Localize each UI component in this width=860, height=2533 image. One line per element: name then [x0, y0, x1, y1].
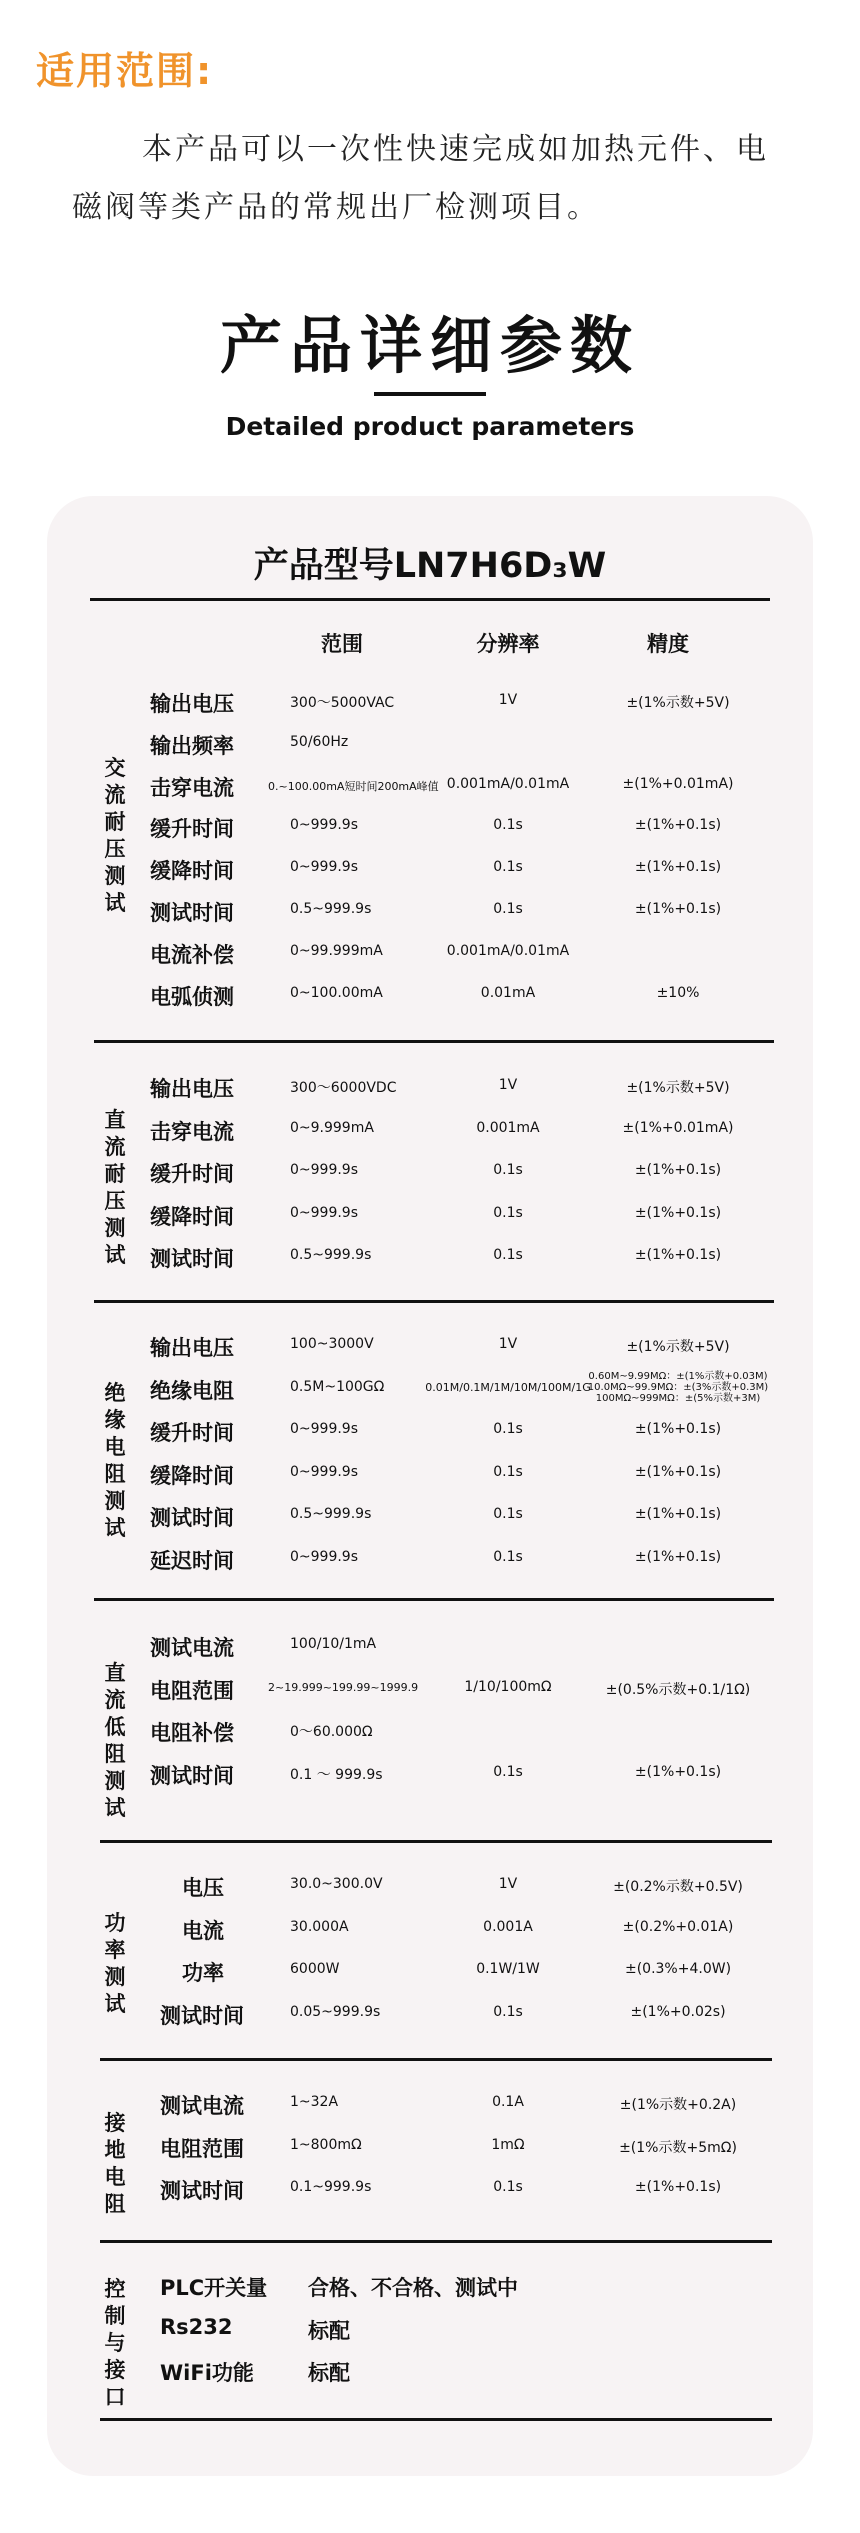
table-row [0, 1417, 860, 1457]
row-range: 0.5~999.9s [290, 1506, 372, 1522]
row-label: 输出电压 [150, 1077, 234, 1101]
table-row [0, 2272, 860, 2312]
row-range: 0~999.9s [290, 1204, 359, 1221]
row-range: 0.1~999.9s [290, 2179, 372, 2195]
row-accuracy: ±(1%+0.1s) [634, 817, 722, 834]
row-label: 电阻范围 [160, 2136, 244, 2161]
title-underline [374, 392, 486, 396]
page-subtitle: Detailed product parameters [225, 412, 635, 441]
row-range: 300～6000VDC [290, 1080, 397, 1096]
row-resolution: 1V [498, 1077, 518, 1093]
row-range: 0.~100.00mA短时间200mA峰值 [268, 779, 439, 793]
table-row [0, 772, 860, 812]
row-resolution: 0.1s [493, 1506, 523, 1522]
row-range: 0~9.999mA [290, 1119, 374, 1136]
table-row [0, 813, 860, 853]
row-resolution: 0.1s [493, 2003, 523, 2020]
row-label: 测试时间 [150, 1247, 234, 1271]
row-accuracy: ±(1%+0.1s) [634, 859, 722, 876]
row-resolution: 1V [498, 1336, 518, 1352]
table-row [0, 688, 860, 728]
row-range: 0~999.9s [290, 859, 359, 876]
table-row [0, 1915, 860, 1955]
row-label: 测试时间 [150, 901, 234, 925]
row-label: 电阻范围 [150, 1678, 234, 1703]
table-row [0, 1116, 860, 1156]
row-accuracy: ±(0.2%示数+0.5V) [613, 1879, 743, 1895]
section-divider [94, 1040, 774, 1043]
header-resolution: 分辨率 [476, 632, 540, 656]
table-row [0, 2000, 860, 2040]
row-accuracy [578, 1371, 778, 1404]
row-accuracy: ±(1%+0.1s) [634, 1162, 722, 1178]
row-accuracy: ±(1%+0.1s) [634, 1247, 722, 1263]
section-category: 控制与接口 [104, 2277, 126, 2409]
table-row [0, 939, 860, 979]
row-label: WiFi功能 [160, 2361, 254, 2385]
row-range: 0~100.00mA [290, 984, 383, 1001]
row-range: 0~99.999mA [290, 942, 383, 959]
header-accuracy: 精度 [647, 632, 689, 656]
row-resolution: 0.1s [493, 1162, 523, 1178]
table-row [0, 2090, 860, 2130]
row-accuracy: ±(1%+0.1s) [634, 1548, 722, 1565]
table-row [0, 2133, 860, 2173]
section-category: 交流耐压测试 [104, 756, 126, 915]
page-title: 产品详细参数 [219, 309, 640, 382]
row-accuracy: ±(1%+0.1s) [634, 1204, 722, 1221]
table-row [0, 1717, 860, 1757]
row-resolution: 0.001mA/0.01mA [446, 942, 570, 959]
row-label: 功率 [182, 1961, 224, 1985]
model-title: 产品型号LN7H6D₃W [253, 546, 607, 586]
row-accuracy: ±(1%+0.1s) [634, 1463, 722, 1480]
row-range: 0.05~999.9s [290, 2003, 381, 2020]
row-label: 电流 [182, 1918, 224, 1943]
row-label: Rs232 [160, 2314, 233, 2339]
row-range: 0.5M~100GΩ [290, 1378, 385, 1395]
table-row [0, 1502, 860, 1542]
row-accuracy: ±(1%+0.1s) [634, 1421, 722, 1437]
table-row [0, 1201, 860, 1241]
row-label: 测试时间 [160, 2179, 244, 2203]
accuracy-line: 0.60M~9.99MΩ：±(1%示数+0.03M) [588, 1370, 768, 1382]
section-category: 功率测试 [104, 1911, 126, 2016]
row-accuracy: ±(0.2%+0.01A) [622, 1918, 734, 1935]
section-divider [94, 1598, 774, 1601]
accuracy-line: 100MΩ~999MΩ：±(5%示数+3M) [595, 1392, 761, 1404]
row-range: 100~3000V [290, 1336, 374, 1352]
row-value: 合格、不合格、测试中 [308, 2276, 518, 2300]
row-accuracy: ±(1%+0.1s) [634, 1506, 722, 1522]
row-accuracy: ±(1%+0.1s) [634, 2179, 722, 2195]
section-divider [100, 2240, 772, 2243]
row-label: 缓升时间 [150, 1162, 234, 1186]
row-accuracy: ±(1%示数+5V) [626, 1080, 730, 1096]
section-category: 直流耐压测试 [104, 1108, 126, 1267]
row-label: 电阻补偿 [150, 1721, 234, 1745]
row-accuracy: ±(1%示数+0.2A) [619, 2097, 737, 2113]
table-row [0, 1370, 860, 1415]
row-resolution: 0.1A [492, 2094, 524, 2110]
row-range: 30.0~300.0V [290, 1876, 383, 1892]
row-resolution: 1V [498, 692, 518, 708]
row-range: 1~800mΩ [290, 2136, 362, 2153]
row-accuracy: ±(0.3%+4.0W) [624, 1961, 732, 1977]
row-accuracy: ±(0.5%示数+0.1/1Ω) [605, 1681, 751, 1698]
scope-line-1: 本产品可以一次性快速完成如加热元件、电 [142, 132, 769, 167]
table-row [0, 855, 860, 895]
row-resolution: 0.01mA [480, 984, 536, 1001]
model-divider [90, 598, 770, 601]
table-row [0, 1073, 860, 1113]
row-accuracy: ±(1%+0.01mA) [622, 775, 734, 792]
row-range: 2~19.999~199.99~1999.9 [268, 1680, 419, 1694]
row-resolution: 0.1s [493, 1421, 523, 1437]
table-row [0, 730, 860, 770]
row-resolution: 0.1s [493, 1763, 523, 1780]
row-label: 缓升时间 [150, 1421, 234, 1445]
row-label: 测试时间 [150, 1506, 234, 1530]
table-row [0, 1243, 860, 1283]
row-range: 0～60.000Ω [290, 1724, 373, 1740]
row-range: 0~999.9s [290, 1421, 359, 1437]
row-accuracy: ±(1%示数+5mΩ) [619, 2139, 737, 2156]
row-range: 30.000A [290, 1918, 349, 1935]
row-range: 0~999.9s [290, 1548, 359, 1565]
row-resolution: 0.001mA/0.01mA [446, 775, 570, 792]
row-range: 0~999.9s [290, 1463, 359, 1480]
row-label: 绝缘电阻 [150, 1378, 234, 1403]
scope-line-2: 磁阀等类产品的常规出厂检测项目。 [72, 190, 600, 225]
row-label: 缓降时间 [150, 1463, 234, 1488]
table-row [0, 1158, 860, 1198]
row-label: 缓升时间 [150, 817, 234, 842]
row-label: 输出电压 [150, 1336, 234, 1360]
row-range: 0~999.9s [290, 1162, 359, 1178]
row-value: 标配 [308, 2318, 350, 2343]
header-range: 范围 [321, 632, 363, 656]
row-resolution: 0.001mA [476, 1119, 540, 1136]
row-label: 测试电流 [150, 1636, 234, 1660]
row-resolution: 0.1W/1W [476, 1961, 540, 1977]
table-row [0, 2175, 860, 2215]
row-label: 测试时间 [150, 1763, 234, 1788]
row-label: 测试时间 [160, 2003, 244, 2028]
row-resolution: 0.1s [493, 2179, 523, 2195]
row-resolution: 0.01M/0.1M/1M/10M/100M/1G [425, 1380, 591, 1394]
row-resolution: 1/10/100mΩ [464, 1678, 552, 1695]
scope-title: 适用范围: [36, 49, 214, 93]
table-row [0, 1675, 860, 1715]
row-label: 击穿电流 [150, 775, 234, 800]
row-resolution: 0.1s [493, 1548, 523, 1565]
section-divider [100, 1840, 772, 1843]
section-category: 绝缘电阻测试 [104, 1381, 126, 1540]
row-range: 1~32A [290, 2094, 339, 2110]
section-category: 直流低阻测试 [104, 1661, 126, 1820]
row-label: 电弧侦测 [150, 984, 234, 1009]
table-row [0, 1872, 860, 1912]
row-range: 300～5000VAC [290, 695, 395, 711]
row-label: 击穿电流 [150, 1119, 234, 1144]
row-label: 缓降时间 [150, 859, 234, 884]
table-row [0, 1760, 860, 1800]
table-row [0, 2315, 860, 2355]
row-label: 电压 [182, 1876, 224, 1900]
table-row [0, 1632, 860, 1672]
table-row [0, 2357, 860, 2397]
row-resolution: 0.1s [493, 859, 523, 876]
row-resolution: 0.1s [493, 901, 523, 917]
row-accuracy: ±(1%示数+5V) [626, 695, 730, 711]
row-accuracy: ±10% [656, 984, 700, 1001]
row-value: 标配 [308, 2361, 350, 2385]
row-label: 输出频率 [150, 733, 234, 758]
row-label: 输出电压 [150, 692, 234, 716]
row-label: PLC开关量 [160, 2276, 268, 2300]
row-label: 延迟时间 [150, 1548, 234, 1573]
row-accuracy: ±(1%+0.01mA) [622, 1119, 734, 1136]
row-range: 50/60Hz [290, 733, 349, 750]
table-row [0, 1957, 860, 1997]
row-resolution: 0.1s [493, 1247, 523, 1263]
row-accuracy: ±(1%+0.1s) [634, 901, 722, 917]
table-row [0, 1545, 860, 1585]
table-row [0, 1460, 860, 1500]
row-resolution: 1V [498, 1876, 518, 1892]
row-accuracy: ±(1%示数+5V) [626, 1339, 730, 1355]
row-range: 0.1 ～ 999.9s [290, 1766, 383, 1783]
row-range: 0.5~999.9s [290, 1247, 372, 1263]
table-row [0, 981, 860, 1021]
section-divider [100, 2058, 772, 2061]
row-range: 6000W [290, 1961, 340, 1977]
row-label: 测试电流 [160, 2094, 244, 2118]
row-accuracy: ±(1%+0.1s) [634, 1763, 722, 1780]
row-range: 0~999.9s [290, 817, 359, 834]
accuracy-line: 10.0MΩ~99.9MΩ：±(3%示数+0.3M) [587, 1381, 769, 1393]
row-resolution: 0.1s [493, 1204, 523, 1221]
section-divider [100, 2418, 772, 2421]
row-range: 100/10/1mA [290, 1636, 377, 1652]
row-resolution: 1mΩ [491, 2136, 525, 2153]
table-row [0, 897, 860, 937]
row-resolution: 0.001A [483, 1918, 533, 1935]
section-category: 接地电阻 [104, 2111, 126, 2216]
row-label: 缓降时间 [150, 1204, 234, 1229]
row-range: 0.5~999.9s [290, 901, 372, 917]
row-resolution: 0.1s [493, 1463, 523, 1480]
section-divider [94, 1300, 774, 1303]
row-label: 电流补偿 [150, 942, 234, 967]
row-accuracy: ±(1%+0.02s) [630, 2003, 726, 2020]
row-resolution: 0.1s [493, 817, 523, 834]
table-row [0, 1332, 860, 1372]
